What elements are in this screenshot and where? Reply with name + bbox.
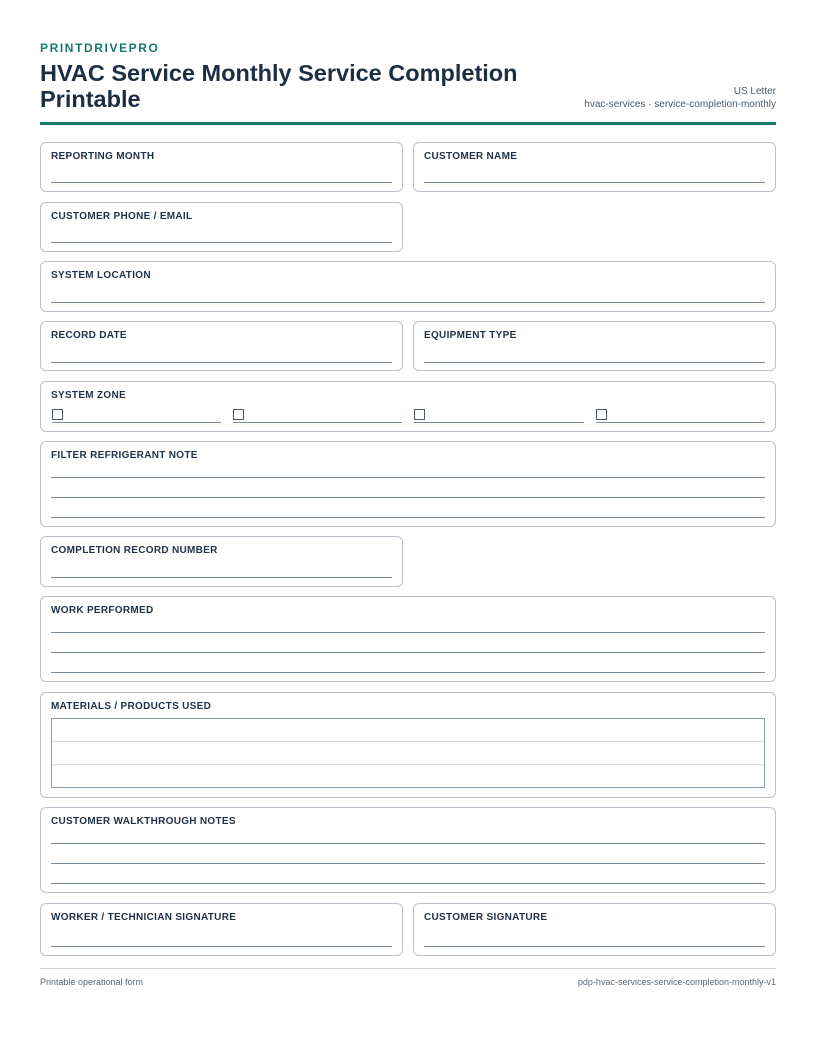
field-label: SYSTEM ZONE xyxy=(51,390,126,401)
work-line-1[interactable] xyxy=(51,632,765,633)
customer-walkthrough-notes-field xyxy=(40,807,776,893)
worker-signature-field xyxy=(40,903,403,956)
zone-checkbox-1[interactable] xyxy=(52,409,63,420)
zone-option-line-4[interactable] xyxy=(596,422,765,423)
walkthrough-line-1[interactable] xyxy=(51,843,765,844)
header-rule xyxy=(40,122,776,125)
footer-form-id: pdp-hvac-services-service-completion-monthly-v1 xyxy=(577,977,776,987)
reporting-month-input-line[interactable] xyxy=(51,182,392,183)
worker-signature-line[interactable] xyxy=(51,946,392,947)
materials-table xyxy=(51,718,765,788)
field-label: CUSTOMER SIGNATURE xyxy=(424,912,548,923)
zone-option-line-3[interactable] xyxy=(414,422,584,423)
field-label: WORK PERFORMED xyxy=(51,605,154,616)
walkthrough-line-2[interactable] xyxy=(51,863,765,864)
note-line-2[interactable] xyxy=(51,497,765,498)
walkthrough-line-3[interactable] xyxy=(51,883,765,884)
field-label: FILTER REFRIGERANT NOTE xyxy=(51,450,198,461)
system-zone-field xyxy=(40,381,776,432)
record-date-input-line[interactable] xyxy=(51,362,392,363)
zone-checkbox-2[interactable] xyxy=(233,409,244,420)
field-label: WORKER / TECHNICIAN SIGNATURE xyxy=(51,912,237,923)
customer-name-field xyxy=(413,142,776,192)
customer-contact-input-line[interactable] xyxy=(51,242,392,243)
work-line-2[interactable] xyxy=(51,652,765,653)
customer-name-input-line[interactable] xyxy=(424,182,765,183)
materials-row[interactable] xyxy=(52,742,764,765)
note-line-3[interactable] xyxy=(51,517,765,518)
materials-field xyxy=(40,692,776,798)
completion-record-number-field xyxy=(40,536,403,587)
work-performed-field xyxy=(40,596,776,682)
completion-number-input-line[interactable] xyxy=(51,577,392,578)
work-line-3[interactable] xyxy=(51,672,765,673)
note-line-1[interactable] xyxy=(51,477,765,478)
field-label: CUSTOMER PHONE / EMAIL xyxy=(51,211,193,222)
system-location-field xyxy=(40,261,776,312)
field-label: SYSTEM LOCATION xyxy=(51,270,151,281)
field-label: CUSTOMER WALKTHROUGH NOTES xyxy=(51,816,236,827)
record-date-field xyxy=(40,321,403,371)
form-slug: hvac-services · service-completion-monthly xyxy=(584,99,776,110)
field-label: COMPLETION RECORD NUMBER xyxy=(51,545,218,556)
footer-rule xyxy=(40,968,776,969)
page-meta xyxy=(584,85,776,111)
zone-checkbox-3[interactable] xyxy=(414,409,425,420)
paper-size: US Letter xyxy=(733,86,776,97)
zone-option-line-2[interactable] xyxy=(233,422,402,423)
customer-contact-field xyxy=(40,202,403,252)
field-label: EQUIPMENT TYPE xyxy=(424,330,517,341)
materials-row[interactable] xyxy=(52,719,764,742)
equipment-type-input-line[interactable] xyxy=(424,362,765,363)
equipment-type-field xyxy=(413,321,776,371)
customer-signature-field xyxy=(413,903,776,956)
filter-refrigerant-note-field xyxy=(40,441,776,527)
reporting-month-field xyxy=(40,142,403,192)
field-label: MATERIALS / PRODUCTS USED xyxy=(51,701,212,712)
field-label: CUSTOMER NAME xyxy=(424,151,518,162)
zone-checkbox-4[interactable] xyxy=(596,409,607,420)
customer-signature-line[interactable] xyxy=(424,946,765,947)
materials-row[interactable] xyxy=(52,765,764,788)
page-title: HVAC Service Monthly Service Completion Printable xyxy=(40,60,518,112)
field-label: RECORD DATE xyxy=(51,330,127,341)
field-label: REPORTING MONTH xyxy=(51,151,155,162)
zone-option-line-1[interactable] xyxy=(52,422,221,423)
system-location-input-line[interactable] xyxy=(51,302,765,303)
footer-left-text: Printable operational form xyxy=(40,977,144,987)
brand-name: PRINTDRIVEPRO xyxy=(40,41,160,55)
